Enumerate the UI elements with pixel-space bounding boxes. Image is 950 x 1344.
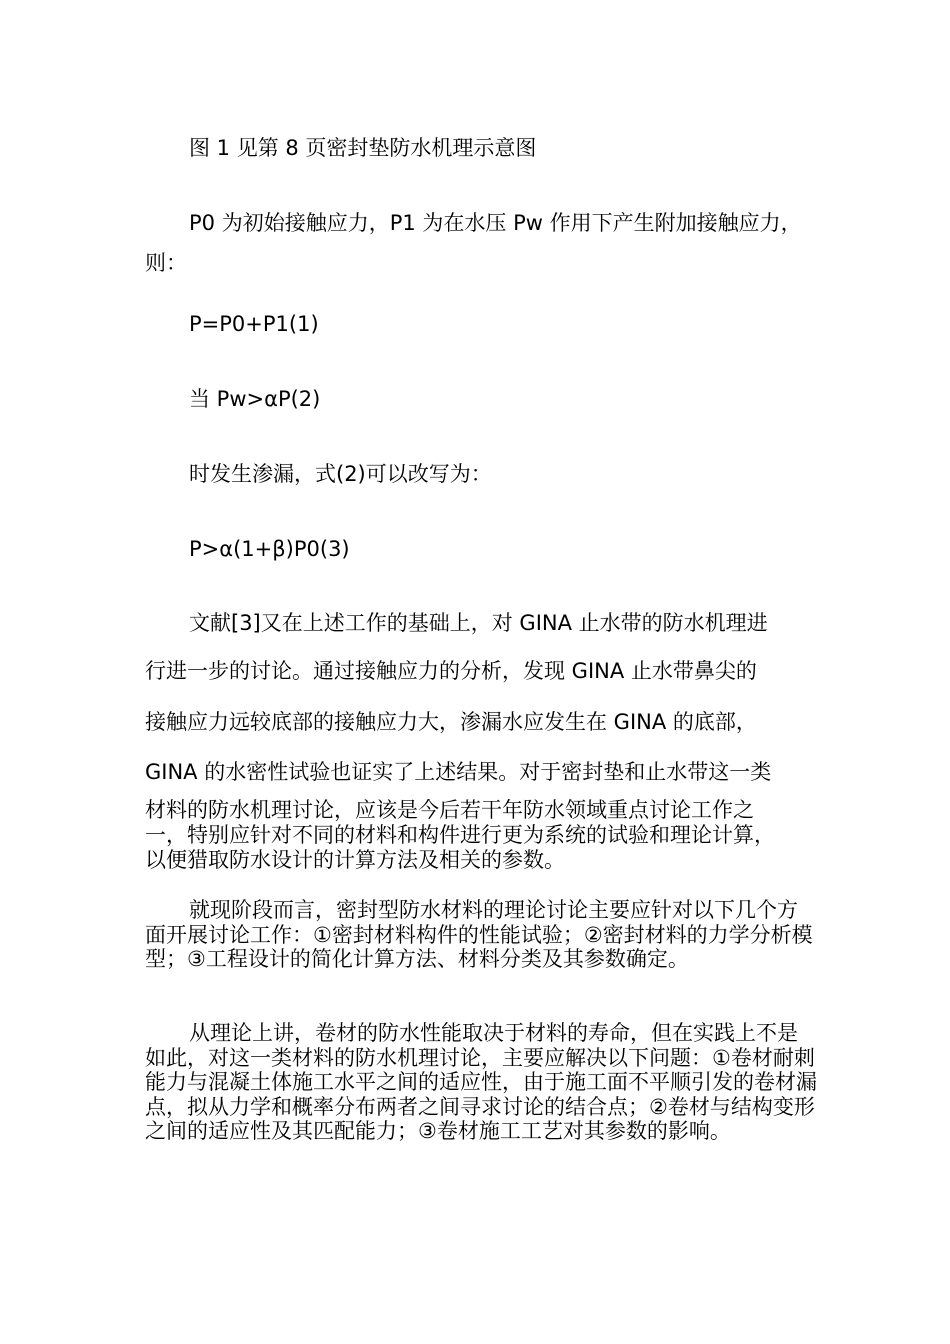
para4: 从理论上讲，卷材的防水性能取决于材料的寿命，但在实践上不是如此，对这一类材料的防水机理讨论，主要应解决以下问题：①卷材耐刺能力与混凝土体施工水平之间的适应性，由于施工面不平顺引发的卷材漏点，拟从力学和概率分布两者之间寻求讨论的结合点；②卷材与结构变形之间的适应性及其匹配能力；③卷材施工工艺对其参数的影响。: [145, 1021, 817, 1143]
figure-note: 图 1 见第 8 页密封垫防水机理示意图: [189, 136, 537, 160]
para1-line2: 则：: [145, 251, 187, 275]
para2-line4: GINA 的水密性试验也证实了上述结果。对于密封垫和止水带这一类: [145, 760, 772, 784]
para1-line1: P0 为初始接触应力，P1 为在水压 Pw 作用下产生附加接触应力，: [189, 211, 802, 235]
equation-2: 当 Pw>αP(2): [189, 387, 321, 411]
equation-2-note: 时发生渗漏，式(2)可以改写为：: [189, 462, 492, 486]
para2-line7: 以便猎取防水设计的计算方法及相关的参数。: [145, 848, 565, 872]
para2-line6: 一，特别应针对不同的材料和构件进行更为系统的试验和理论计算，: [145, 823, 775, 847]
para2-line2: 行进一步的讨论。通过接触应力的分析，发现 GINA 止水带鼻尖的: [145, 659, 757, 683]
para2-line5: 材料的防水机理讨论，应该是今后若干年防水领域重点讨论工作之: [145, 798, 754, 822]
equation-1: P=P0+P1(1): [189, 312, 319, 336]
para2-line3: 接触应力远较底部的接触应力大，渗漏水应发生在 GINA 的底部，: [145, 710, 757, 734]
equation-3: P>α(1+β)P0(3): [189, 537, 350, 561]
para3: 就现阶段而言，密封型防水材料的理论讨论主要应针对以下几个方面开展讨论工作：①密封材料构件的性能试验；②密封材料的力学分析模型；③工程设计的简化计算方法、材料分类及其参数确定。: [145, 898, 813, 971]
para2-line1: 文献[3]又在上述工作的基础上，对 GINA 止水带的防水机理进: [189, 611, 768, 635]
